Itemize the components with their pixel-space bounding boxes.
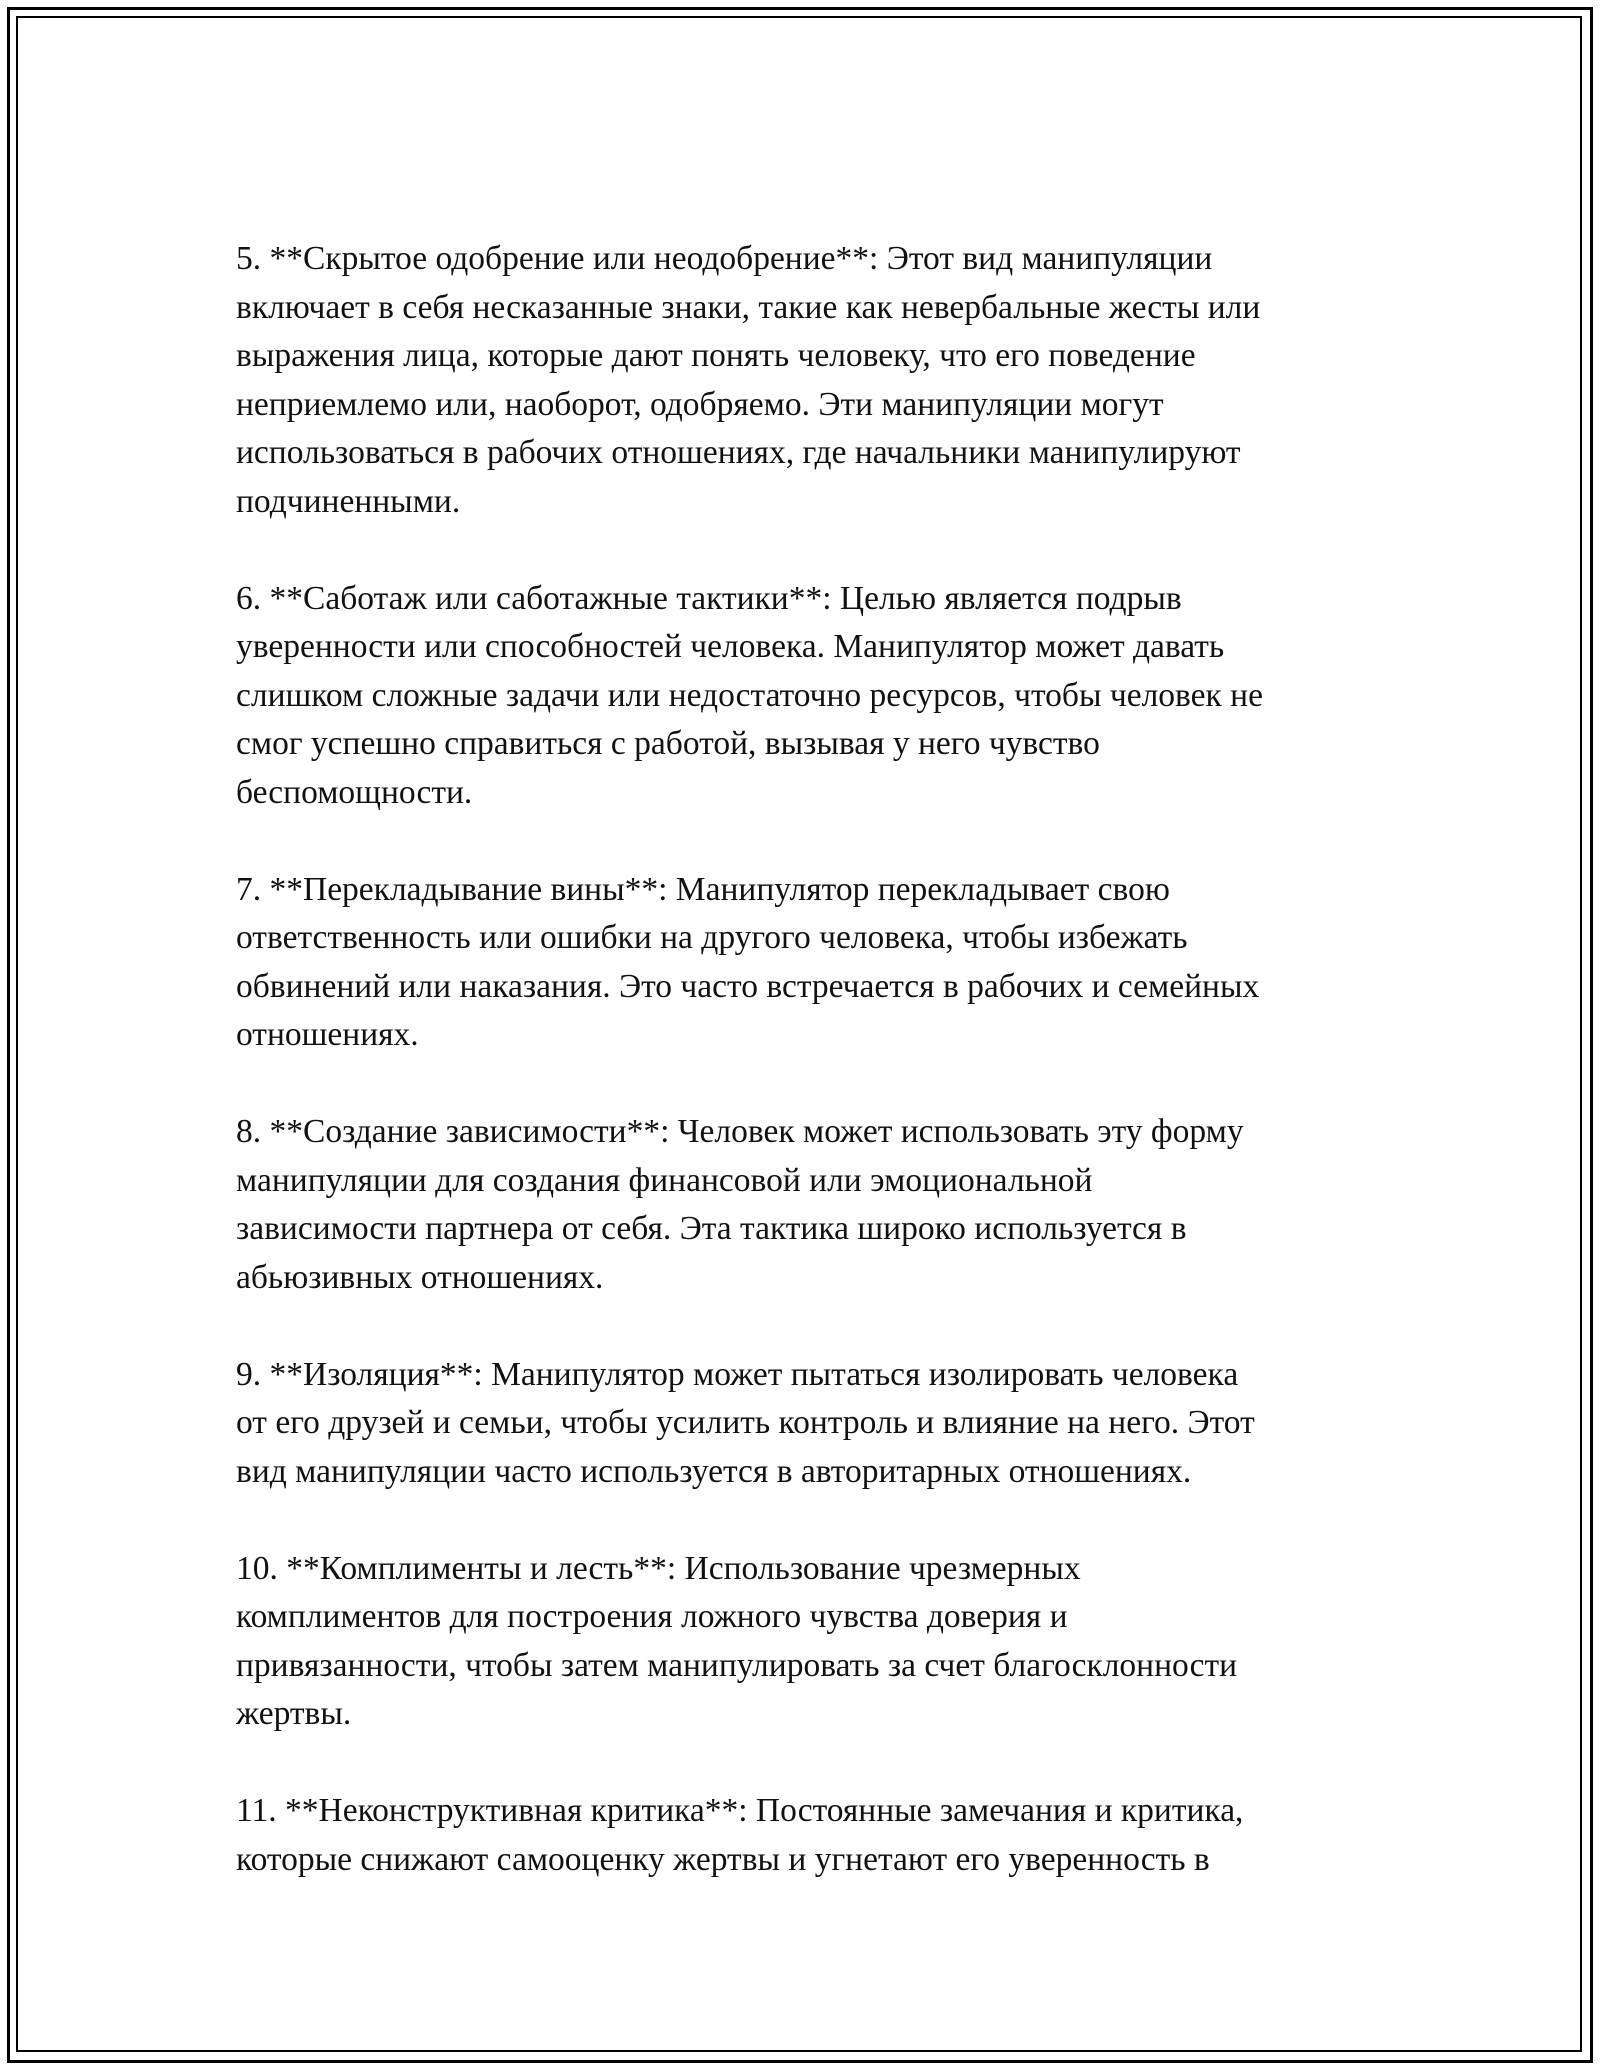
text-line: использоваться в рабочих отношениях, где начальники манипулируют [236,434,1241,471]
paragraph-item-5 [236,235,1386,526]
text-line: ответственность или ошибки на другого человека, чтобы избежать [236,919,1188,956]
text-line: привязанности, чтобы затем манипулировать за счет благосклонности [236,1646,1238,1684]
text-line: подчиненными. [236,482,461,520]
text-line: 9. **Изоляция**: Манипулятор может пытаться изолировать человека [236,1355,1239,1393]
text-line: слишком сложные задачи или недостаточно ресурсов, чтобы человек не [236,676,1263,714]
paragraph-item-8 [236,1108,1386,1302]
text-line: беспомощности. [236,773,473,811]
text-line: которые снижают самооценку жертвы и угнетают его уверенность в [236,1840,1210,1878]
text-line: 6. **Саботаж или саботажные тактики**: Целью является подрыв [236,579,1182,617]
text-line: абьюзивных отношениях. [236,1258,604,1296]
text-line: отношениях. [236,1016,419,1053]
paragraph-item-9 [236,1351,1386,1497]
text-line: неприемлемо или, наоборот, одобряемо. Эти манипуляции могут [236,385,1164,423]
text-line: 11. **Неконструктивная критика**: Постоянные замечания и критика, [236,1792,1244,1829]
text-line: манипуляции для создания финансовой или эмоциональной [236,1161,1093,1199]
paragraph-item-6 [236,575,1386,818]
text-line: жертвы. [236,1695,352,1732]
text-line: 10. **Комплименты и лесть**: Использование чрезмерных [236,1549,1081,1587]
paragraph-item-7 [236,866,1386,1060]
text-line: выражения лица, которые дают понять человеку, что его поведение [236,337,1196,374]
text-line: 7. **Перекладывание вины**: Манипулятор перекладывает свою [236,870,1170,908]
text-line: зависимости партнера от себя. Эта тактика широко используется в [236,1210,1187,1247]
text-line: комплиментов для построения ложного чувства доверия и [236,1598,1068,1635]
text-line: смог успешно справиться с работой, вызывая у него чувство [236,725,1100,762]
paragraph-item-10 [236,1545,1386,1739]
paragraph-item-11 [236,1787,1386,1884]
text-line: 8. **Создание зависимости**: Человек может использовать эту форму [236,1113,1244,1150]
text-line: включает в себя несказанные знаки, такие как невербальные жесты или [236,288,1261,326]
text-line: вид манипуляции часто используется в авторитарных отношениях. [236,1452,1192,1490]
text-line: уверенности или способностей человека. Манипулятор может давать [236,628,1225,665]
document-body [236,235,1386,1884]
text-line: от его друзей и семьи, чтобы усилить контроль и влияние на него. Этот [236,1404,1255,1441]
text-line: 5. **Скрытое одобрение или неодобрение**: Этот вид манипуляции [236,240,1213,277]
text-line: обвинений или наказания. Это часто встречается в рабочих и семейных [236,967,1260,1005]
